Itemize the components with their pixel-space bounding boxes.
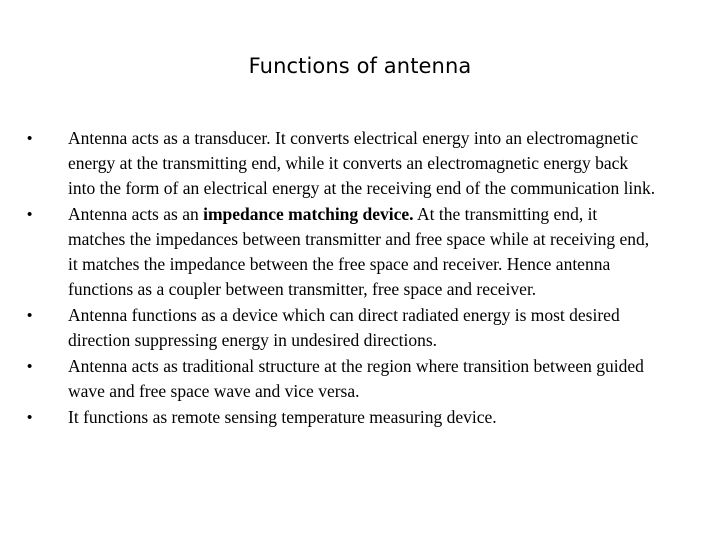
bullet-list — [0, 126, 720, 431]
bullet-item — [0, 202, 658, 302]
bullet-icon: • — [27, 206, 33, 223]
bullet-text — [68, 356, 644, 401]
bullet-icon: • — [27, 130, 33, 147]
bullet-bold-text: impedance matching device. — [203, 204, 414, 224]
bullet-icon: • — [27, 409, 33, 426]
bullet-text — [68, 128, 655, 198]
bullet-text-part: It functions as remote sensing temperature measuring device. — [68, 407, 497, 427]
slide-title: Functions of antenna — [248, 54, 472, 78]
bullet-item — [0, 354, 658, 404]
bullet-item — [0, 126, 658, 201]
bullet-text — [68, 305, 620, 350]
bullet-text-part: Antenna functions as a device which can direct radiated energy is most desired direction suppressing energy in undesired directions. — [68, 305, 620, 350]
bullet-text — [68, 204, 649, 299]
bullet-icon: • — [27, 307, 33, 324]
bullet-text-part: Antenna acts as traditional structure at the region where transition between guided wave and free space wave and vice versa. — [68, 356, 644, 401]
bullet-item — [0, 303, 658, 353]
bullet-item — [0, 405, 658, 430]
bullet-text-part: Antenna acts as an — [68, 204, 204, 224]
bullet-text — [68, 407, 497, 427]
bullet-text-part: At the transmitting end, it matches the impedances between transmitter and free space while at receiving end, it matches the impedance between the free space and receiver. Hence antenna functions as a coupler between transmitter, free space and receiver. — [68, 204, 650, 299]
bullet-text-part: Antenna acts as a transducer. It converts electrical energy into an electromagnetic energy at the transmitting end, while it converts an electromagnetic energy back into the form of an electrical energy at the receiving end of the communication link. — [68, 128, 656, 198]
bullet-icon: • — [27, 358, 33, 375]
